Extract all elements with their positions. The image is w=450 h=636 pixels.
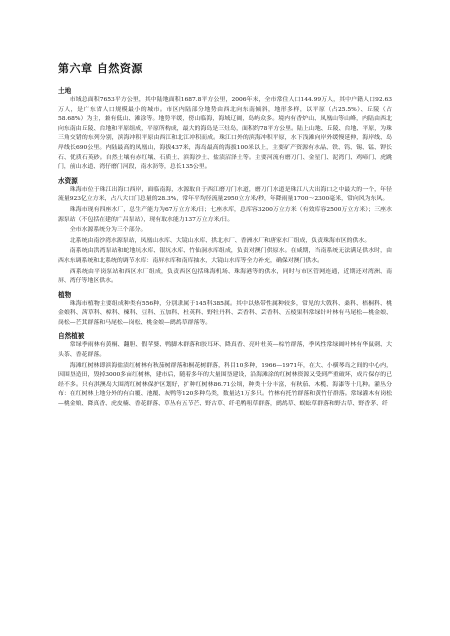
water-paragraph-2: 珠海市现有四座水厂，总生产能力为67万立方米/日；七座水库，总库容3200万立方米（有效库容2500万立方米）；三座水源泵站（不包括在建的广昌泵站），现有取水能力137万立方米/日。 bbox=[58, 206, 392, 223]
land-paragraph: 市域总面积7653平方公里，其中陆地面积1687.8平方公里，2006年末，全市常住人口144.99万人，其中户籍人口92.63万人，是广东省人口规模最小的城市。市区内陆部分地势由西北向东南倾斜，地形多样，以平原（占25.5%）、丘陵（占58.68%）为主，兼有低山、滩涂等。地势平缓，傍山临海，海域辽阔，岛屿众多。境内有香炉山、凤凰山等山峰，内陆由西北向东南由丘陵、台地和平原组成，平原所构成，最大的海岛是三灶岛，面积约78平方公里。陆上山地、丘陵、台地、平原，为珠三角交错的东列分别，滨海冲积平原由西江和北江冲积而成。珠江口外的滨海冲积平原，水下浅滩向岸外缓慢延伸，海岸线、岛岸线长690公里。内陆最高的凤凰山，海拔437米，海岛最高的海拔100米以上，主要矿产资源有水晶、铁、钨、锡、锰、钾长石、优质石英砂。自然土壤有赤红壤、石质土、滨海沙土、盐渍沼泽土等。主要河流有磨刀门、金星门、泥湾门、鸡啼门、虎跳门，前山水道、湾仔磨门河段，南水沥等，总长135公里。 bbox=[58, 97, 392, 171]
plants-paragraph: 珠海市植物主要组成种类有556种，分别隶属于145科385属。其中以热带性属种较多，常见的大戟科、桑科、梧桐科、桃金娘科、茜草科、樟科、楝科、豆科、五加科、杜英科、野牡丹科、芸香科、芸香科、五棱果科常绿针叶林有马尾松—桃金娘、岗松—芒萁群落和马尾松—岗松、桃金娘—鹧鸪草群落等。 bbox=[58, 300, 392, 326]
vegetation-paragraph-1: 常绿季雨林有黄桐、翻胆、假苹婆、鸭脚木群落和胶耳环、降真香、亮叶杜英—棕竹群落，季风性常绿阔叶林有华鼠刺、大头茶、香花群落。 bbox=[58, 342, 392, 359]
section-heading-water: 水资源 bbox=[58, 176, 78, 185]
document-page bbox=[58, 60, 392, 411]
water-paragraph-1: 珠海市位于珠江出海口西岸，面临南海，水源取自于西江磨刀门水道，磨刀门水道是珠江八大出海口之中最大的一个，年径流量923亿立方米，占八大口门总量的28.3%，常年平均径流量2950立方米/秒，年降雨量1700～2300毫米，常向风为东风。 bbox=[58, 186, 392, 203]
section-heading-land: 土地 bbox=[58, 87, 72, 95]
chapter-title: 第六章 自然资源 bbox=[58, 62, 143, 75]
section-heading-plants: 植物 bbox=[58, 290, 72, 299]
water-paragraph-3: 全市水源系统分为三个部分。 bbox=[69, 227, 147, 234]
section-heading-vegetation: 自然植被 bbox=[58, 332, 85, 341]
vegetation-paragraph-2: 海滩红树林即滨海盐渍红树林有秋茄树群落和桐花树群落，科目10多种，1966—1971年，在大、小横琴岛之间的中心内，因围垦造田，毁掉3000多亩红树林，建市后，随着多年的大量围垦建设，沿海滩涂的红树林资源又受到严重破坏，成片保存的已经不多。只有淇澳岛大围湾红树林保护区划好，扩种红树林86.71公顷，种类十分丰富，有秋茄、木榄、海漆等十几种。灌丛分布：在红树林上地分外的有白覆、池覆、灰鸭等120多种鸟类，数量达1万多只。竹林有托竹群落和黄竹仔群落。常绿灌木有岗松—桃金娘、降真香、虎皮楠、香花群落、草丛有五节芒、野古草、纤毛鸭咀草群落，鹧鸪草、蜈蚣草群落和野古草、野香茅、纤 bbox=[58, 362, 392, 408]
water-paragraph-4: 北系统由南沙湾水源泵站，凤凰山水库、大镜山水库、拱北水厂、香洲水厂和唐家水厂组成，负责珠海市区的供水。 bbox=[69, 237, 371, 244]
water-paragraph-6: 西系统由平岗泵站和西区水厂组成，负责西区包括珠海机场、珠海港等的供水，同时与市区管网连通，近期还对湾洲、南屏、湾仔等地区供水。 bbox=[58, 268, 392, 285]
water-paragraph-5: 南系统由洪湾泵站和蛇地坑水库、银坑水库、竹仙洞水库组成，负责对澳门供原水。在咸期，当南系统无法满足供水时，由西水东调系统和北系统的调节水库：南屏水库和南库抽水，大镜山水库等全力补充，确保对澳门供水。 bbox=[58, 248, 392, 264]
